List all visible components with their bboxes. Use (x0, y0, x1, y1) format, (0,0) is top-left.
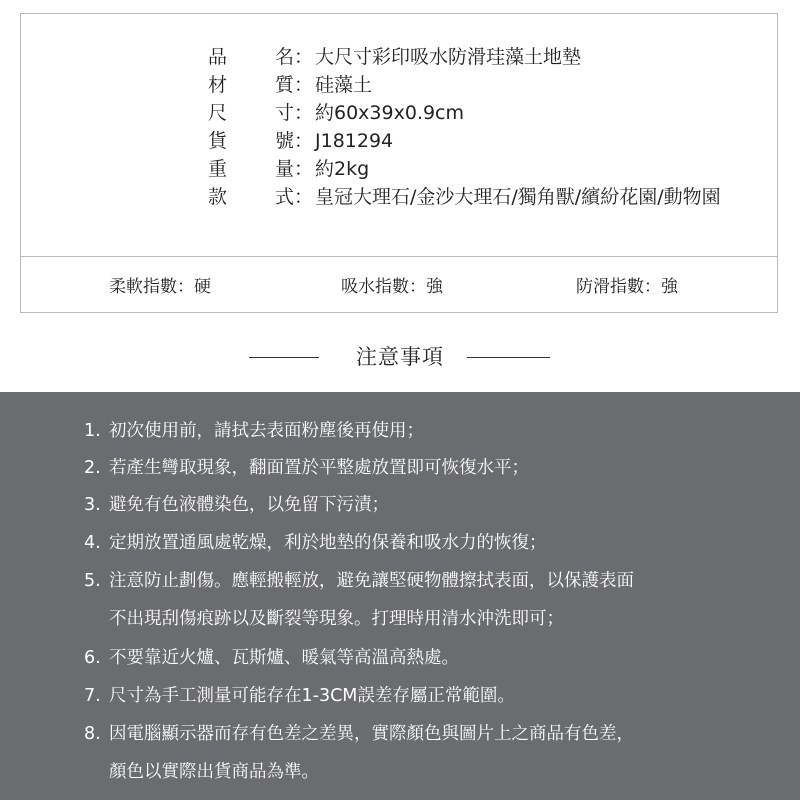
spec-row-size (183, 97, 755, 125)
spec-value: J181294 (315, 130, 394, 152)
notice-text: 避免有色液體染色，以免留下污漬； (109, 495, 389, 515)
notice-text: 若產生彎取現象，翻面置於平整處放置即可恢復水平； (109, 458, 529, 478)
spec-row-style (183, 181, 755, 209)
notice-item (84, 686, 764, 706)
spec-label: 量： (275, 158, 314, 180)
spec-divider (21, 256, 777, 257)
spec-table (183, 41, 755, 209)
spec-value: 硅藻土 (315, 74, 373, 96)
spec-row-material (183, 69, 755, 97)
notice-text: 初次使用前，請拭去表面粉塵後再使用； (109, 421, 424, 441)
notice-text-continued: 顏色以實際出貨商品為準。 (109, 762, 319, 782)
spec-box (20, 13, 778, 313)
notice-number: 5. (84, 571, 101, 591)
softness-index: 柔軟指數：硬 (109, 277, 211, 297)
notice-text: 尺寸為手工測量可能存在1-3CM誤差存屬正常範圍。 (109, 686, 515, 706)
spec-label: 貨 (208, 130, 228, 152)
spec-label: 寸： (275, 102, 314, 124)
notice-heading (0, 340, 800, 374)
spec-label: 材 (208, 74, 228, 96)
notice-number: 7. (84, 686, 101, 706)
notice-text: 因電腦顯示器而存有色差之差異，實際顏色與圖片上之商品有色差， (109, 724, 634, 744)
notice-item (84, 421, 764, 441)
notice-text: 不要靠近火爐、瓦斯爐、暖氣等高溫高熱處。 (109, 648, 459, 668)
spec-row-weight (183, 153, 755, 181)
notice-item (84, 495, 764, 515)
notice-text-continued: 不出現刮傷痕跡以及斷裂等現象。打理時用清水沖洗即可； (109, 609, 564, 629)
spec-label: 式： (275, 186, 314, 208)
notice-title: 注意事項 (356, 345, 444, 369)
spec-value: 約60x39x0.9cm (315, 102, 465, 124)
notice-number: 2. (84, 458, 101, 478)
notice-text: 定期放置通風處乾燥，利於地墊的保養和吸水力的恢復； (109, 533, 547, 553)
notice-item (84, 571, 764, 591)
spec-label: 號： (275, 130, 314, 152)
spec-value: 約2kg (315, 158, 370, 180)
notice-item (84, 724, 764, 744)
notice-item (84, 648, 764, 668)
spec-label: 重 (208, 158, 228, 180)
spec-value: 大尺寸彩印吸水防滑珪藻土地墊 (315, 46, 582, 68)
spec-label: 款 (208, 186, 228, 208)
spec-label: 品 (208, 46, 228, 68)
spec-label: 質： (275, 74, 314, 96)
notice-number: 4. (84, 533, 101, 553)
notice-item (84, 533, 764, 553)
notice-number: 3. (84, 495, 101, 515)
notice-text: 注意防止劃傷。應輕搬輕放，避免讓堅硬物體擦拭表面，以保護表面 (109, 571, 634, 591)
spec-row-item-number (183, 125, 755, 153)
notice-number: 8. (84, 724, 101, 744)
notice-number: 6. (84, 648, 101, 668)
notice-panel (0, 392, 800, 800)
notice-number: 1. (84, 421, 101, 441)
anti-slip-index: 防滑指數：強 (576, 277, 678, 297)
spec-label: 尺 (208, 102, 228, 124)
heading-rule-right (467, 357, 550, 358)
spec-value: 皇冠大理石/金沙大理石/獨角獸/繽紛花園/動物園 (315, 186, 721, 208)
spec-row-name (183, 41, 755, 69)
notice-item (84, 458, 764, 478)
absorbency-index: 吸水指數：強 (341, 277, 443, 297)
spec-label: 名： (275, 46, 314, 68)
